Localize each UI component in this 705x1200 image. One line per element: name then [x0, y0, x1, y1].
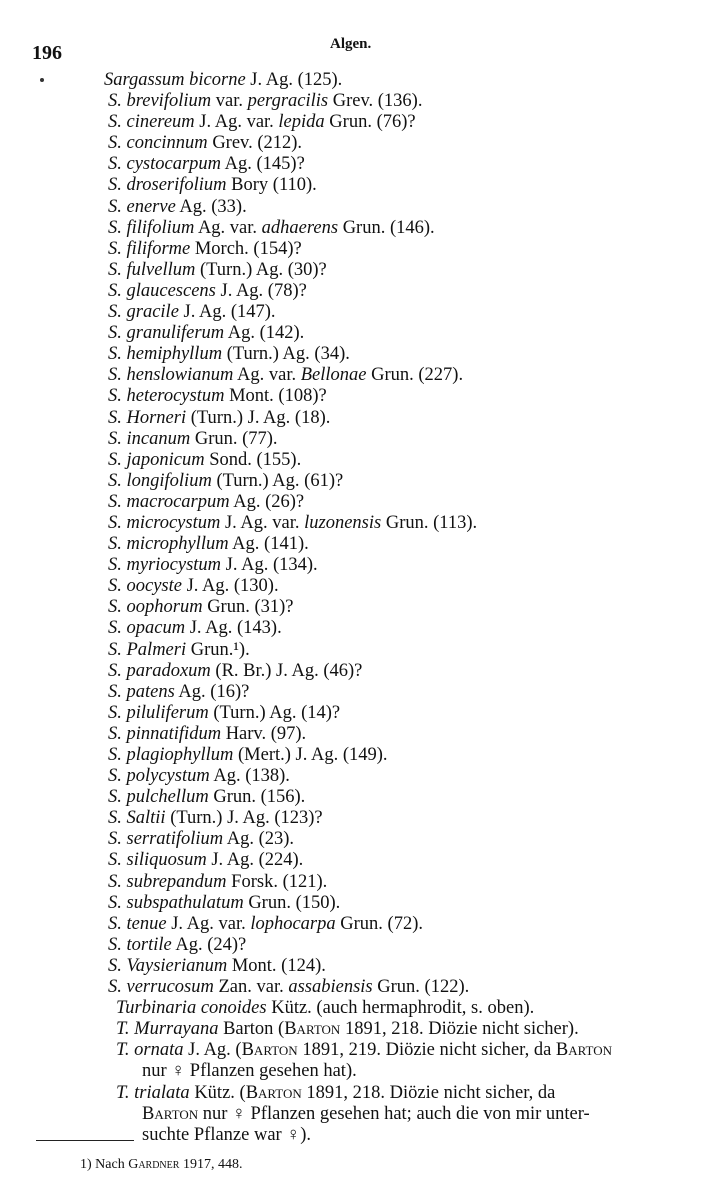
- list-item: [0, 344, 705, 365]
- authority-text: Grun. (150).: [243, 892, 341, 913]
- authority-text: Grun. (76)?: [324, 112, 416, 133]
- list-item: [0, 850, 705, 871]
- species-name: incanum: [126, 428, 191, 449]
- authority-text: Ag. (24)?: [171, 934, 247, 955]
- genus-name: T.: [116, 1019, 130, 1040]
- genus-name: S.: [108, 512, 122, 533]
- list-item: [0, 450, 705, 471]
- species-name: conoides: [200, 998, 267, 1019]
- authority-text: Grun. (72).: [335, 913, 423, 934]
- genus-name: T.: [116, 1040, 130, 1061]
- authority-text: Zan. var.: [213, 977, 289, 998]
- author-name: Barton: [142, 1103, 199, 1124]
- authority-text: Grun. (77).: [190, 428, 278, 449]
- list-item: [0, 555, 705, 576]
- genus-name: S.: [108, 850, 122, 871]
- variety-name: pergracilis: [247, 91, 329, 112]
- authority-text: Harv. (97).: [221, 723, 307, 744]
- authority-text: J. Ag. (125).: [245, 70, 343, 90]
- species-name: myriocystum: [126, 555, 222, 576]
- list-item: [0, 682, 705, 703]
- authority-text: (Turn.) J. Ag. (123)?: [165, 808, 323, 829]
- species-name: subrepandum: [126, 871, 227, 892]
- species-name: macrocarpum: [126, 491, 230, 512]
- authority-text: J. Ag. (143).: [185, 618, 282, 639]
- genus-name: S.: [108, 955, 122, 976]
- genus-name: S.: [108, 386, 122, 407]
- variety-name: lepida: [278, 112, 325, 133]
- genus-name: S.: [108, 302, 122, 323]
- list-item: [0, 597, 705, 618]
- genus-name: S.: [108, 745, 122, 765]
- authority-text: Sond. (155).: [204, 449, 302, 470]
- genus-name: S.: [108, 449, 122, 470]
- authority-text: Ag. (26)?: [229, 491, 305, 512]
- list-item: [0, 787, 705, 808]
- list-item: [0, 1019, 705, 1040]
- species-name: fulvellum: [126, 259, 196, 280]
- genus-name: S.: [108, 534, 122, 555]
- species-name: henslowianum: [126, 365, 234, 386]
- species-name: pinnatifidum: [126, 723, 222, 744]
- authority-text: Grun.¹).: [186, 639, 250, 660]
- authority-text: J. Ag. (: [183, 1040, 242, 1061]
- authority-text: Grun. (113).: [381, 512, 478, 533]
- authority-text: Bory (110).: [226, 175, 317, 196]
- authority-text: 1891, 218. Diözie nicht sicher).: [340, 1019, 579, 1040]
- species-name: polycystum: [126, 766, 210, 787]
- genus-name: T.: [116, 1082, 130, 1103]
- list-item: [0, 914, 705, 935]
- list-item: [0, 175, 705, 196]
- species-name: oocyste: [126, 576, 182, 597]
- continuation-text: nur ♀ Pflanzen gesehen hat; auch die von mir unter-: [198, 1103, 590, 1124]
- authority-text: J. Ag. (147).: [178, 302, 276, 323]
- list-item: [0, 154, 705, 175]
- species-name: patens: [126, 681, 175, 702]
- footnote-author: Gardner: [128, 1157, 180, 1172]
- list-item: [0, 112, 705, 133]
- species-name: cystocarpum: [126, 154, 222, 175]
- authority-text: Ag. (141).: [228, 534, 309, 555]
- list-item: [0, 745, 705, 766]
- list-item: [0, 323, 705, 344]
- authority-text: Ag. (33).: [175, 196, 247, 217]
- species-name: ornata: [134, 1040, 184, 1061]
- list-item: [0, 829, 705, 850]
- authority-text: (R. Br.) J. Ag. (46)?: [210, 660, 363, 681]
- species-name: longifolium: [126, 470, 212, 491]
- genus-name: S.: [108, 787, 122, 808]
- list-item: [0, 197, 705, 218]
- species-name: Saltii: [126, 808, 166, 829]
- list-item: [0, 513, 705, 534]
- footnote: [80, 1157, 242, 1173]
- genus-name: S.: [108, 407, 122, 428]
- page-number: 196: [32, 42, 62, 64]
- authority-text: (Mert.) J. Ag. (149).: [233, 745, 388, 765]
- footnote-rule: [36, 1140, 134, 1141]
- list-item: [0, 935, 705, 956]
- species-name: japonicum: [126, 449, 205, 470]
- list-item: [0, 576, 705, 597]
- species-name: Vaysierianum: [126, 955, 228, 976]
- authority-text: J. Ag. (78)?: [215, 280, 307, 301]
- authority-text: (Turn.) Ag. (34).: [222, 344, 350, 365]
- authority-text: Kütz. (auch hermaphrodit, s. oben).: [266, 998, 535, 1019]
- species-name: trialata: [134, 1082, 190, 1103]
- genus-name: S.: [108, 681, 122, 702]
- genus-name: S.: [108, 280, 122, 301]
- list-item: [0, 661, 705, 682]
- genus-name: S.: [108, 639, 122, 660]
- authority-text: Grun. (122).: [372, 977, 470, 998]
- authority-text: Grun. (227).: [366, 365, 464, 386]
- authority-text: Ag. var.: [194, 217, 262, 238]
- list-item: [0, 302, 705, 323]
- genus-name: Sargassum: [104, 70, 185, 90]
- list-item: [0, 766, 705, 787]
- authority-text: J. Ag. var.: [194, 112, 279, 133]
- species-name: pulchellum: [126, 787, 209, 808]
- authority-text: J. Ag. (134).: [221, 555, 318, 576]
- genus-name: S.: [108, 365, 122, 386]
- footnote-mark: 1) Nach: [80, 1157, 129, 1172]
- genus-name: S.: [108, 91, 122, 112]
- authority-text: Ag. (138).: [209, 766, 290, 787]
- list-item: [0, 260, 705, 281]
- genus-name: S.: [108, 618, 122, 639]
- genus-name: S.: [108, 766, 122, 787]
- author-name: Barton: [241, 1040, 298, 1061]
- species-name: siliquosum: [126, 850, 207, 871]
- authority-text: Grev. (136).: [328, 91, 423, 112]
- species-name: paradoxum: [126, 660, 211, 681]
- list-item: [0, 956, 705, 977]
- authority-text: Mont. (124).: [227, 955, 326, 976]
- species-name: tortile: [126, 934, 172, 955]
- authority-text: Ag. var.: [233, 365, 301, 386]
- variety-name: lophocarpa: [250, 913, 336, 934]
- authority-text: (Turn.) J. Ag. (18).: [186, 407, 331, 428]
- authority-text: Grev. (212).: [207, 133, 303, 154]
- genus-name: S.: [108, 871, 122, 892]
- list-item: [0, 872, 705, 893]
- list-item: [0, 640, 705, 661]
- page-header: [0, 36, 705, 64]
- authority-text: Kütz. (: [189, 1082, 246, 1103]
- list-item: [0, 471, 705, 492]
- genus-name: S.: [108, 133, 122, 154]
- species-name: Horneri: [126, 407, 187, 428]
- genus-name: S.: [108, 154, 122, 175]
- genus-name: S.: [108, 977, 122, 998]
- list-item: [0, 893, 705, 914]
- authority-text: Grun. (31)?: [202, 597, 294, 618]
- genus-name: S.: [108, 238, 122, 259]
- genus-name: S.: [108, 217, 122, 238]
- list-item: [0, 281, 705, 302]
- species-name: microphyllum: [126, 534, 229, 555]
- species-name: enerve: [126, 196, 176, 217]
- authority-text: Barton (: [218, 1019, 285, 1040]
- list-item: [0, 492, 705, 513]
- genus-name: Turbinaria: [116, 998, 197, 1019]
- list-item: [0, 133, 705, 154]
- list-item: [0, 70, 705, 91]
- species-name: verrucosum: [126, 977, 214, 998]
- authority-text: (Turn.) Ag. (30)?: [195, 259, 327, 280]
- authority-text: 1891, 218. Diözie nicht sicher, da: [301, 1082, 556, 1103]
- genus-name: S.: [108, 934, 122, 955]
- species-name: subspathulatum: [126, 892, 244, 913]
- authority-text: Grun. (156).: [208, 787, 306, 808]
- list-item: [0, 408, 705, 429]
- list-item: [0, 998, 705, 1019]
- genus-name: S.: [108, 555, 122, 576]
- list-item: [0, 703, 705, 724]
- authority-text: var.: [211, 91, 248, 112]
- species-name: hemiphyllum: [126, 344, 223, 365]
- genus-name: S.: [108, 344, 122, 365]
- authority-text: (Turn.) Ag. (61)?: [211, 470, 344, 491]
- authority-text: Ag. (142).: [224, 323, 305, 344]
- variety-name: luzonensis: [304, 512, 382, 533]
- list-item: [0, 534, 705, 555]
- list-item: [0, 386, 705, 407]
- authority-text: Grun. (146).: [338, 217, 435, 238]
- genus-name: S.: [108, 428, 122, 449]
- species-name: Palmeri: [126, 639, 187, 660]
- species-name: heterocystum: [126, 386, 225, 407]
- species-name: filiforme: [126, 238, 191, 259]
- author-name: Barton: [555, 1040, 613, 1061]
- authority-text: Forsk. (121).: [226, 871, 328, 892]
- authority-text: J. Ag. var.: [166, 913, 251, 934]
- speck-mark: [40, 78, 44, 82]
- authority-text: Ag. (23).: [223, 829, 295, 850]
- species-name: oophorum: [126, 597, 203, 618]
- author-name: Barton: [245, 1082, 302, 1103]
- species-name: filifolium: [126, 217, 195, 238]
- genus-name: S.: [108, 175, 122, 196]
- species-name: glaucescens: [126, 280, 216, 301]
- continuation-line: [116, 1104, 689, 1125]
- continuation-line: suchte Pflanze war ♀).: [142, 1124, 312, 1145]
- species-name: piluliferum: [126, 702, 209, 723]
- species-name: granuliferum: [126, 323, 225, 344]
- authority-text: (Turn.) Ag. (14)?: [208, 702, 341, 723]
- species-name: serratifolium: [126, 829, 224, 850]
- genus-name: S.: [108, 723, 122, 744]
- authority-text: Morch. (154)?: [190, 238, 302, 259]
- species-name: concinnum: [126, 133, 208, 154]
- species-name: gracile: [126, 302, 179, 323]
- authority-text: J. Ag. var.: [220, 512, 305, 533]
- genus-name: S.: [108, 702, 122, 723]
- authority-text: Ag. (16)?: [174, 681, 250, 702]
- genus-name: S.: [108, 660, 122, 681]
- list-item: [0, 429, 705, 450]
- list-item: [0, 239, 705, 260]
- species-name: plagiophyllum: [126, 745, 234, 765]
- running-head: Algen.: [330, 36, 372, 52]
- author-name: Barton: [284, 1019, 341, 1040]
- list-item: [0, 365, 705, 386]
- authority-text: 1891, 219. Diözie nicht sicher, da: [297, 1040, 556, 1061]
- list-item: [0, 1083, 705, 1146]
- species-name: cinereum: [126, 112, 195, 133]
- genus-name: S.: [108, 808, 122, 829]
- species-name: bicorne: [189, 70, 246, 90]
- species-name: Murrayana: [134, 1019, 219, 1040]
- genus-name: S.: [108, 892, 122, 913]
- authority-text: Ag. (145)?: [221, 154, 305, 175]
- list-item: [0, 724, 705, 745]
- variety-name: Bellonae: [300, 365, 367, 386]
- species-name: microcystum: [126, 512, 221, 533]
- list-item: [0, 91, 705, 112]
- list-item: [0, 218, 705, 239]
- genus-name: S.: [108, 829, 122, 850]
- authority-text: J. Ag. (224).: [206, 850, 304, 871]
- authority-text: J. Ag. (130).: [181, 576, 279, 597]
- species-name: droserifolium: [126, 175, 227, 196]
- species-name: opacum: [126, 618, 186, 639]
- authority-text: Mont. (108)?: [224, 386, 327, 407]
- genus-name: S.: [108, 259, 122, 280]
- genus-name: S.: [108, 597, 122, 618]
- genus-name: S.: [108, 913, 122, 934]
- list-item: [0, 808, 705, 829]
- species-list: [0, 70, 705, 1146]
- species-name: brevifolium: [126, 91, 212, 112]
- list-item: [0, 977, 705, 998]
- genus-name: S.: [108, 323, 122, 344]
- genus-name: S.: [108, 112, 122, 133]
- continuation-line: nur ♀ Pflanzen gesehen hat).: [142, 1061, 357, 1082]
- list-item: [0, 618, 705, 639]
- genus-name: S.: [108, 576, 122, 597]
- variety-name: assabiensis: [288, 977, 373, 998]
- genus-name: S.: [108, 491, 122, 512]
- genus-name: S.: [108, 196, 122, 217]
- variety-name: adhaerens: [261, 217, 339, 238]
- footnote-rest: 1917, 448.: [179, 1157, 243, 1172]
- species-name: tenue: [126, 913, 167, 934]
- list-item: [0, 1040, 705, 1082]
- genus-name: S.: [108, 470, 122, 491]
